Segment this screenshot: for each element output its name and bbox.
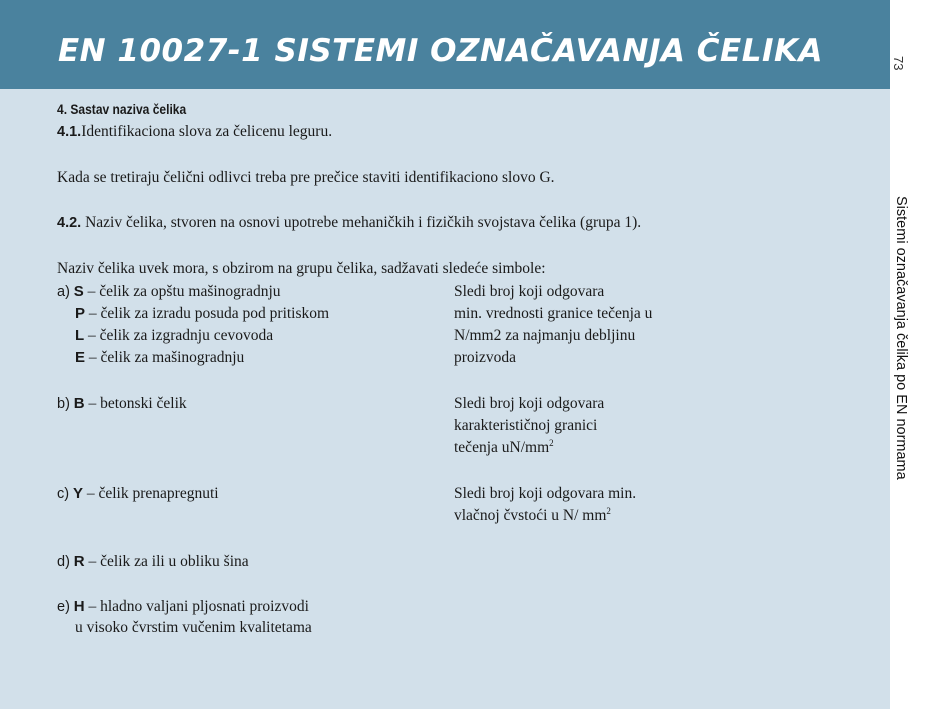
item-a-row-2 <box>75 304 329 324</box>
subsection-4-1 <box>57 122 332 142</box>
item-b-note-3: tečenja $uN/mm^2$ <box>454 438 554 456</box>
symbol-description: – čelik za izradu posuda pod pritiskom <box>85 305 330 322</box>
item-b-note-2: karakterističnoj granici <box>454 417 598 434</box>
item-label: b) <box>57 396 70 412</box>
subsection-4-2 <box>57 213 641 233</box>
item-a-note-4: proizvoda <box>454 349 516 366</box>
page-title: EN 10027-1 SISTEMI OZNAČAVANJA ČELIKA <box>58 33 823 69</box>
symbol: Y <box>72 485 83 502</box>
symbol: E <box>75 349 86 366</box>
page-number: 73 <box>891 56 906 71</box>
symbol-description: – čelik prenapregnuti <box>82 485 219 502</box>
item-a-row-4 <box>75 348 244 368</box>
subsection-number: 4.2. <box>57 215 82 231</box>
symbol-description: – čelik za mašinogradnju <box>85 349 245 366</box>
symbol-description: – čelik za opštu mašinogradnju <box>83 283 281 300</box>
paragraph-intro: Naziv čelika uvek mora, s obzirom na grupu čelika, sadžavati sledeće simbole: <box>57 260 546 277</box>
section-heading: 4. Sastav naziva čelika <box>57 101 187 117</box>
header-bar <box>0 0 890 89</box>
superscript: 2 <box>549 438 554 448</box>
symbol-description: – čelik za ili u obliku šina <box>84 553 249 570</box>
symbol: R <box>73 553 85 570</box>
item-label: d) <box>57 554 70 570</box>
symbol: P <box>75 305 86 322</box>
item-label: c) <box>57 486 70 502</box>
item-label: e) <box>57 599 70 615</box>
item-c-note-1: Sledi broj koji odgovara min. <box>454 485 637 502</box>
subsection-text: Identifikaciona slova za čelicenu leguru. <box>81 123 333 140</box>
symbol: L <box>75 327 85 344</box>
paragraph-castings: Kada se tretiraju čelični odlivci treba pre prečice staviti identifikaciono slovo G. <box>57 169 555 186</box>
side-running-title: Sistemi označavanja čelika po EN normama <box>893 196 909 480</box>
item-b <box>57 394 187 414</box>
item-b-note-1: Sledi broj koji odgovara <box>454 395 605 412</box>
symbol: S <box>73 283 84 300</box>
item-e <box>57 597 309 617</box>
item-c-note-2: vlačnoj čvstoći u N/ $mm^2$ <box>454 506 611 524</box>
symbol-description: – hladno valjani pljosnati proizvodi <box>84 598 309 615</box>
subsection-text: Naziv čelika, stvoren na osnovi upotrebe mehaničkih i fizičkih svojstava čelika (grupa 1). <box>81 214 642 231</box>
subsection-number: 4.1. <box>57 124 82 140</box>
item-label: a) <box>57 284 70 300</box>
item-c <box>57 484 219 504</box>
item-a-row-3 <box>75 326 273 346</box>
symbol: B <box>73 395 85 412</box>
symbol: H <box>73 598 85 615</box>
item-d <box>57 552 249 572</box>
item-a-note-2: min. vrednosti granice tečenja u <box>454 305 653 322</box>
symbol-description: – čelik za izgradnju cevovoda <box>84 327 274 344</box>
superscript: 2 <box>606 506 611 516</box>
item-e-line-2: u visoko čvrstim vučenim kvalitetama <box>75 619 312 636</box>
item-a-note-3: N/mm2 za najmanju debljinu <box>454 327 636 344</box>
symbol-description: – betonski čelik <box>84 395 187 412</box>
item-a-note-1: Sledi broj koji odgovara <box>454 283 605 300</box>
item-a-row-1 <box>57 282 281 302</box>
